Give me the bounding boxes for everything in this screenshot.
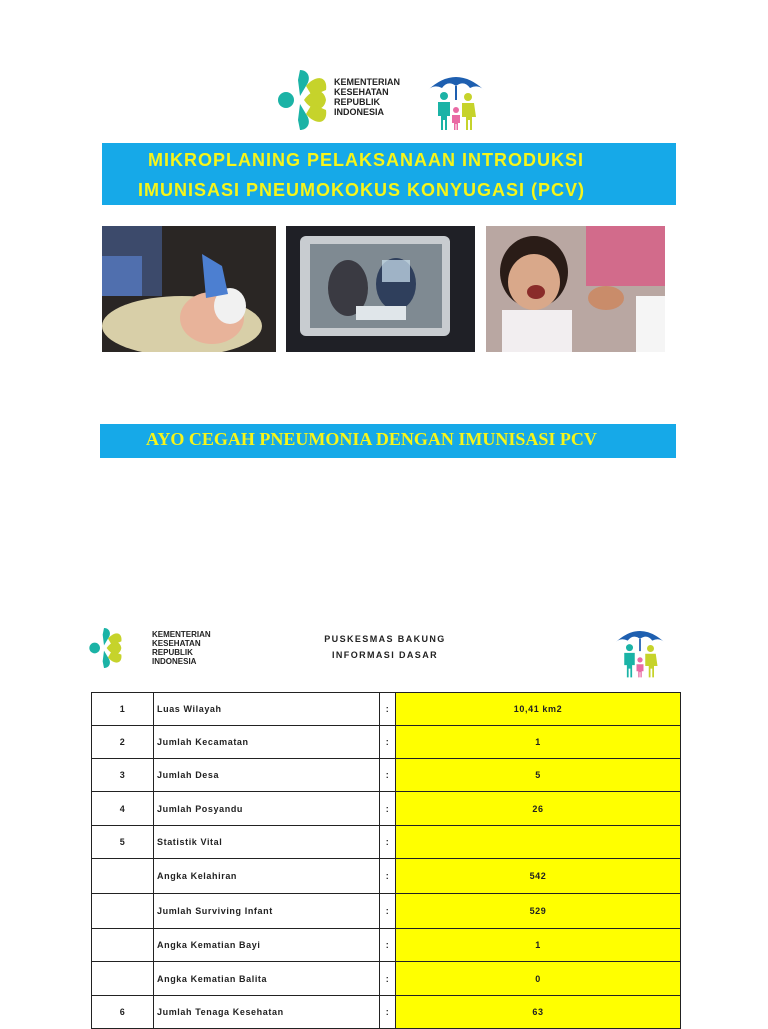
row-value: 26 (396, 792, 681, 826)
row-number: 1 (92, 693, 154, 726)
row-label: Jumlah Tenaga Kesehatan (154, 996, 380, 1029)
row-colon: : (380, 996, 396, 1029)
row-value: 10,41 km2 (396, 693, 681, 726)
title-line-2: IMUNISASI PNEUMOKOKUS KONYUGASI (PCV) (138, 180, 586, 200)
row-label: Angka Kematian Balita (154, 962, 380, 996)
row-number (92, 894, 154, 929)
row-number: 4 (92, 792, 154, 826)
row-colon: : (380, 826, 396, 859)
row-label: Luas Wilayah (154, 693, 380, 726)
row-value: 0 (396, 962, 681, 996)
row-number: 3 (92, 759, 154, 792)
row-value (396, 826, 681, 859)
page2-title (300, 631, 470, 663)
table-row (92, 929, 681, 962)
ministry-name: KEMENTERIAN KESEHATAN REPUBLIK INDONESIA (334, 77, 401, 117)
row-colon: : (380, 792, 396, 826)
row-label: Jumlah Kecamatan (154, 726, 380, 759)
row-colon: : (380, 929, 396, 962)
table-row (92, 826, 681, 859)
row-number (92, 859, 154, 894)
row-label: Angka Kelahiran (154, 859, 380, 894)
row-colon: : (380, 693, 396, 726)
row-label: Jumlah Surviving Infant (154, 894, 380, 929)
title-banner (102, 143, 676, 205)
row-number (92, 929, 154, 962)
row-value: 529 (396, 894, 681, 929)
row-label: Jumlah Desa (154, 759, 380, 792)
table-row (92, 859, 681, 894)
family-umbrella-icon (612, 624, 668, 680)
ministry-name-small: KEMENTERIAN KESEHATAN REPUBLIK INDONESIA (152, 630, 211, 666)
row-colon: : (380, 759, 396, 792)
table-row (92, 894, 681, 929)
photo-infant-vaccination (102, 226, 276, 352)
section-title: INFORMASI DASAR (332, 650, 438, 660)
table-row (92, 792, 681, 826)
row-number: 2 (92, 726, 154, 759)
row-colon: : (380, 726, 396, 759)
row-value: 1 (396, 929, 681, 962)
photo-health-workers-vehicle (286, 226, 475, 352)
row-value: 63 (396, 996, 681, 1029)
slogan-banner (100, 424, 676, 458)
kemenkes-logo-icon (88, 620, 148, 676)
row-label: Angka Kematian Bayi (154, 929, 380, 962)
table-row (92, 759, 681, 792)
table-row (92, 962, 681, 996)
row-colon: : (380, 962, 396, 996)
row-colon: : (380, 859, 396, 894)
puskesmas-name: PUSKESMAS BAKUNG (324, 634, 446, 644)
basic-info-table (91, 692, 681, 1029)
row-label: Jumlah Posyandu (154, 792, 380, 826)
row-value: 1 (396, 726, 681, 759)
row-label: Statistik Vital (154, 826, 380, 859)
row-value: 542 (396, 859, 681, 894)
slogan-text: AYO CEGAH PNEUMONIA DENGAN IMUNISASI PCV (146, 429, 597, 449)
title-line-1: MIKROPLANING PELAKSANAAN INTRODUKSI (148, 150, 585, 170)
table-row (92, 693, 681, 726)
row-number: 6 (92, 996, 154, 1029)
row-number (92, 962, 154, 996)
table-row (92, 726, 681, 759)
family-umbrella-icon (424, 70, 488, 132)
row-number: 5 (92, 826, 154, 859)
row-value: 5 (396, 759, 681, 792)
photo-crying-child (486, 226, 665, 352)
row-colon: : (380, 894, 396, 929)
